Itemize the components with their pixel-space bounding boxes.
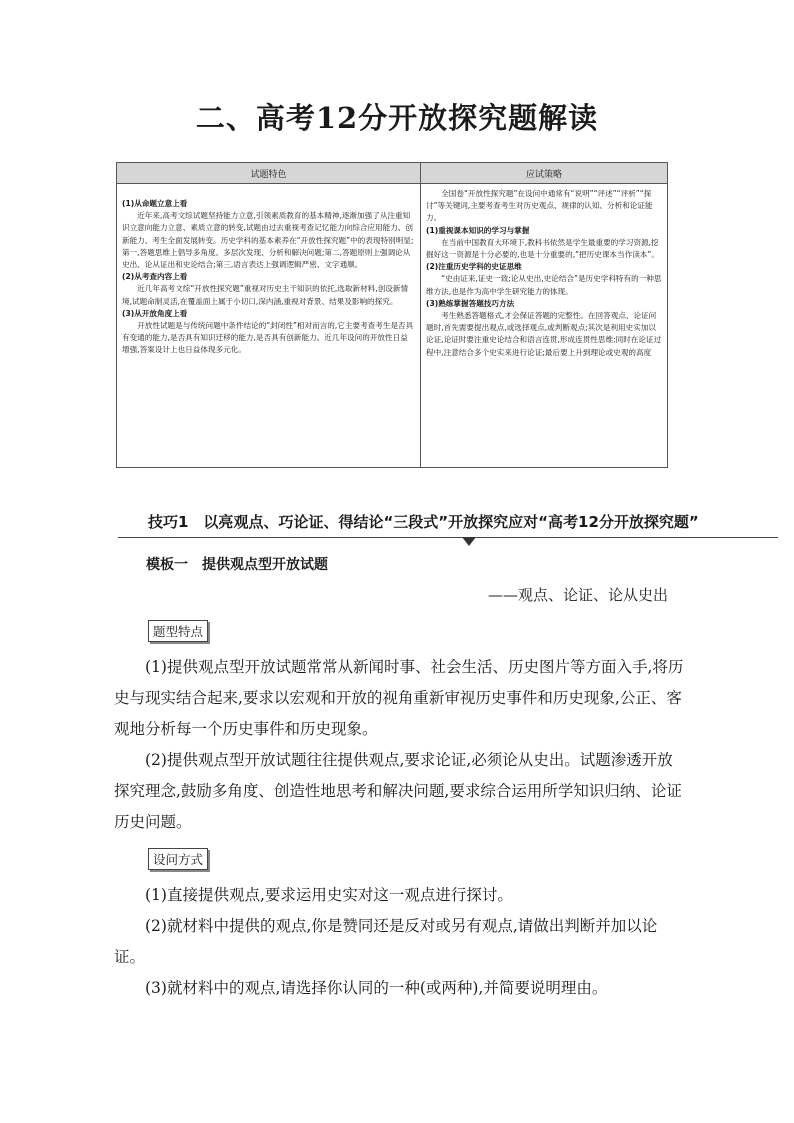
table-header <box>117 163 667 184</box>
strategy-text: 考生熟悉答题格式,才会保证答题的完整性。在回答观点、论证问题时,首先需要提出观点,或选择观点,或判断观点;其次是利用史实加以论证,论证时要注重史论结合和语言连贯,形成连贯性思维;同时在论证过程中,注意结合多个史实来进行论证;最后要上升到理论或史观的高度 <box>426 311 662 357</box>
feature-paragraph: (1)提供观点型开放试题常常从新闻时事、社会生活、历史图片等方面入手,将历史与现实结合起来,要求以宏观和开放的视角重新审视历史事件和历史现象,公正、客观地分析每一个历史事件和历史现象。 <box>114 658 684 738</box>
strategy-heading: (2)注重历史学科的史证思维 <box>426 262 522 272</box>
feature-heading: (2)从考查内容上看 <box>122 272 188 282</box>
template-subtitle: ——观点、论证、论从史出 <box>488 586 669 604</box>
feature-text: 开放性试题是与传统问题中条件结论的“封闭性”相对而言的,它主要考查考生是否具有变通的能力,是否具有知识迁移的能力,是否具有创新能力。近几年设问的开放性日益增强,答案设计上也日益体现多元化。 <box>122 321 414 355</box>
features-cell <box>117 184 421 467</box>
method-paragraph: (1)直接提供观点,要求运用史实对这一观点进行探讨。 <box>145 886 513 904</box>
skill-divider <box>118 537 778 538</box>
strategies-cell <box>421 184 667 467</box>
triangle-down-icon <box>462 537 476 546</box>
skill-title: 技巧1 以亮观点、巧论证、得结论“三段式”开放探究应对“高考12分开放探究题” <box>148 513 699 531</box>
strategy-heading: (3)熟练掌握答题技巧方法 <box>426 298 515 308</box>
feature-heading: (3)从开放角度上看 <box>122 308 188 318</box>
feature-text: 近几年高考文综“开放性探究题”重视对历史主干知识的依托,选取新材料,创设新情境,试题命制灵活,在覆盖面上属于小切口,深内涵,重视对背景、结果及影响的探究。 <box>122 284 409 306</box>
header-features: 试题特色 <box>117 163 421 183</box>
template-title: 模板一 提供观点型开放试题 <box>146 557 328 573</box>
strategy-table <box>116 162 668 468</box>
method-paragraph: (3)就材料中的观点,请选择你认同的一种(或两种),并简要说明理由。 <box>145 979 608 997</box>
feature-paragraph: (2)提供观点型开放试题往往提供观点,要求论证,必须论从史出。试题渗透开放探究理念,鼓励多角度、创造性地思考和解决问题,要求综合运用所学知识归纳、论证历史问题。 <box>114 751 682 831</box>
strategy-heading: (1)重视课本知识的学习与掌握 <box>426 225 530 235</box>
method-paragraph: (2)就材料中提供的观点,你是赞同还是反对或另有观点,请做出判断并加以论证。 <box>114 917 658 966</box>
strategy-intro: 全国卷“开放性探究题”在设问中通常有“说明”“评述”“评析”“探讨”等关键词,主要考查考生对历史观点、规律的认知、分析和论证能力。 <box>426 189 653 223</box>
feature-text: 近年来,高考文综试题坚持能力立意,引领素质教育的基本精神,逐渐加强了从注重知识立意向能力立意、素质立意的转变,试题由过去重视考查记忆能力向综合应用能力、创新能力、考生全面发展转变。历史学科的基本素养在“开放性探究题”中的表现特别明显;第一,答题思维上倡导多角度、多层次发现、分析和解决问题;第二,答题原则上强调论从史出、论从证出和史论结合;第三,语言表达上强调逻辑严密、文字通顺。 <box>122 211 414 270</box>
skill-banner <box>118 511 778 538</box>
strategy-text: “史由证来,证史一致;论从史出,史论结合”是历史学科特有的一种思维方法,也是作为高中学生研究能力的体现。 <box>426 274 662 296</box>
page-title: 二、高考12分开放探究题解读 <box>195 101 599 135</box>
strategy-text: 在当前中国教育大环境下,教科书依然是学生最重要的学习资源,挖掘好这一资源是十分必要的,也是十分重要的,“把历史课本当作读本”。 <box>426 237 659 260</box>
table-body <box>117 184 667 467</box>
tag-methods: 设问方式 <box>148 848 208 870</box>
header-strategies: 应试策略 <box>525 169 562 180</box>
feature-heading: (1)从命题立意上看 <box>122 199 188 208</box>
tag-features: 题型特点 <box>148 620 208 642</box>
